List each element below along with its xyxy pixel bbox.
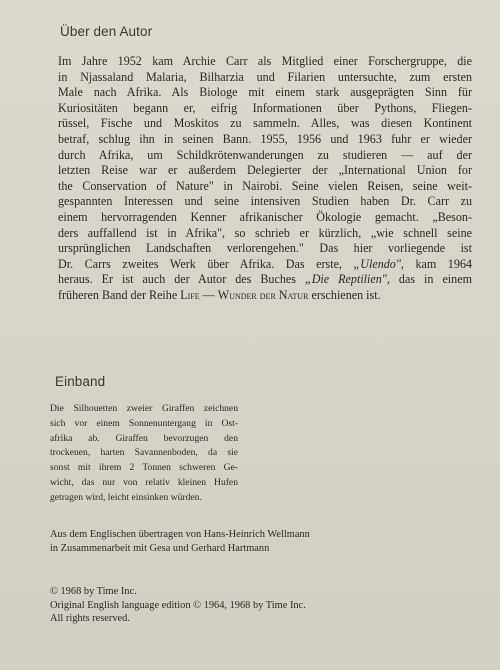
bio-line: the Conservation of Nature" in Nairobi. Seine vielen Reisen, seine weit- [58, 178, 472, 193]
copyright-line: All rights reserved. [50, 613, 130, 625]
bio-line: rüssel, Fische und Moskitos zu sammeln. Alles, was diesen Kontinent [58, 116, 472, 131]
cover-line: wicht, das nur von relativ kleinen Hufen [50, 476, 238, 488]
bio-line: ursprünglichen Landschaften verlorengehen." Das hier vorliegende ist [58, 241, 472, 256]
bio-text: Dr. Carrs zweites Werk über Afrika. Das erste, [58, 256, 342, 271]
cover-line: sich vor einem Sonnenuntergang in Ost- [50, 417, 238, 429]
series-name-life: Life [180, 287, 200, 302]
bio-line [58, 257, 472, 273]
bio-line [58, 272, 472, 288]
cover-heading: Einband [55, 374, 106, 389]
cover-line: sonst mit ihrem 2 Tonnen schweren Ge- [50, 462, 238, 474]
author-biography [58, 54, 472, 304]
bio-line [58, 288, 472, 304]
bio-text: erschienen ist. [308, 287, 381, 302]
translation-line: in Zusammenarbeit mit Gesa und Gerhard Hartmann [50, 543, 270, 554]
copyright-line: © 1968 by Time Inc. [50, 586, 137, 597]
cover-description [50, 402, 238, 506]
bio-line: Male nach Afrika. Als Biologe mit einem stark ausgeprägten Sinn für [58, 85, 472, 100]
bio-text: früheren Band der Reihe [58, 287, 178, 302]
book-title-ulendo: „Ulendo" [353, 256, 401, 271]
bio-line: einem hervorragenden Kenner afrikanischer Ökologie gemacht. „Beson- [58, 209, 472, 224]
book-title-reptilien: „Die Reptilien" [304, 272, 387, 287]
cover-line: getragen wird, leicht einsinken würden. [50, 491, 202, 503]
translation-line: Aus dem Englischen übertragen von Hans-Heinrich Wellmann [50, 529, 310, 540]
about-author-heading: Über den Autor [60, 24, 153, 39]
cover-line: afrika ab. Giraffen bevorzugen den [50, 432, 238, 444]
bio-line: in Njassaland Malaria, Bilharzia und Filarien untersuchte, zum ersten [58, 69, 472, 84]
copyright-notice [50, 585, 306, 626]
bio-line: Kuriositäten begann er, eifrig Informationen über Pythons, Fliegen- [58, 100, 472, 115]
bio-text: , kam 1964 [400, 256, 472, 271]
bio-line: Im Jahre 1952 kam Archie Carr als Mitglied einer Forschergruppe, die [58, 54, 472, 68]
bio-text: heraus. Er ist auch der Autor des Buches [58, 272, 296, 287]
cover-line: trockenen, harten Savannenboden, da sie [50, 447, 238, 459]
cover-line: Die Silhouetten zweier Giraffen zeichnen [50, 403, 238, 414]
bio-line: letzten Reise war er außerdem Delegierter der „International Union for [58, 163, 472, 178]
bio-text: , das in einem [386, 272, 472, 287]
series-name-wunder: Wunder der Natur [217, 287, 309, 302]
bio-text: — [199, 287, 218, 302]
copyright-line: Original English language edition © 1964, 1968 by Time Inc. [50, 599, 306, 611]
translation-credit [50, 528, 310, 556]
bio-line: durch Afrika, um Schildkrötenwanderungen zu studieren — auf der [58, 147, 472, 162]
bio-line: gespannten Interessen und seine intensiven Studien haben Dr. Carr zu [58, 194, 472, 209]
bio-line: ders auffallend ist in Afrika", so schrieb er kürzlich, „wie schnell seine [58, 225, 472, 240]
bio-line: betraf, schlug ihn in seinen Bann. 1955, 1956 und 1963 fuhr er wieder [58, 131, 472, 146]
